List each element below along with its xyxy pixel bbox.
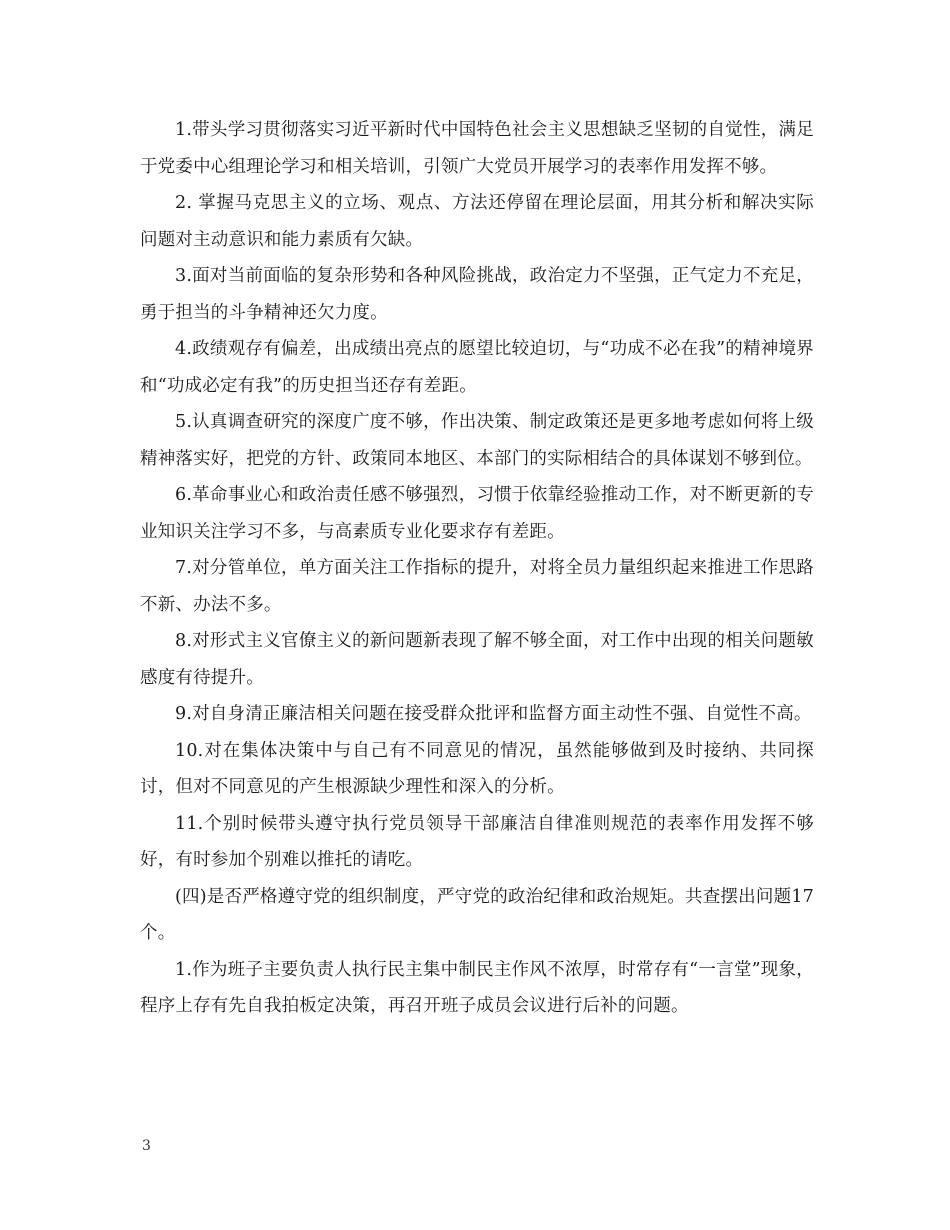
paragraph-12: 1.作为班子主要负责人执行民主集中制民主作风不浓厚，时常存有“一言堂”现象，程序上存有先自我拍板定决策，再召开班子成员会议进行后补的问题。 — [140, 959, 814, 1016]
paragraph-2: 2. 掌握马克思主义的立场、观点、方法还停留在理论层面，用其分析和解决实际问题对主动意识和能力素质有欠缺。 — [140, 193, 814, 250]
page-number: 3 — [142, 1138, 151, 1154]
paragraph-3: 3.面对当前面临的复杂形势和各种风险挑战，政治定力不坚强，正气定力不充足，勇于担当的斗争精神还欠力度。 — [140, 266, 814, 323]
paragraph-1: 1.带头学习贯彻落实习近平新时代中国特色社会主义思想缺乏坚韧的自觉性，满足于党委中心组理论学习和相关培训，引领广大党员开展学习的表率作用发挥不够。 — [140, 120, 814, 177]
paragraph-10: 10.对在集体决策中与自己有不同意见的情况，虽然能够做到及时接纳、共同探讨，但对不同意见的产生根源缺少理性和深入的分析。 — [140, 740, 814, 797]
paragraph-7: 7.对分管单位，单方面关注工作指标的提升，对将全员力量组织起来推进工作思路不新、办法不多。 — [140, 558, 814, 615]
section-heading-4: (四)是否严格遵守党的组织制度，严守党的政治纪律和政治规矩。共查摆出问题17个。 — [140, 886, 814, 943]
paragraph-6: 6.革命事业心和政治责任感不够强烈，习惯于依靠经验推动工作，对不断更新的专业知识关注学习不多，与高素质专业化要求存有差距。 — [140, 485, 814, 542]
paragraph-4: 4.政绩观存有偏差，出成绩出亮点的愿望比较迫切，与“功成不必在我”的精神境界和“功成必定有我”的历史担当还存有差距。 — [140, 339, 814, 396]
paragraph-8: 8.对形式主义官僚主义的新问题新表现了解不够全面，对工作中出现的相关问题敏感度有待提升。 — [140, 631, 814, 688]
paragraph-9: 9.对自身清正廉洁相关问题在接受群众批评和监督方面主动性不强、自觉性不高。 — [175, 704, 812, 724]
paragraph-5: 5.认真调查研究的深度广度不够，作出决策、制定政策还是更多地考虑如何将上级精神落实好，把党的方针、政策同本地区、本部门的实际相结合的具体谋划不够到位。 — [140, 412, 814, 469]
document-body — [140, 112, 814, 1025]
paragraph-11: 11.个别时候带头遵守执行党员领导干部廉洁自律准则规范的表率作用发挥不够好，有时参加个别难以推托的请吃。 — [140, 813, 814, 870]
